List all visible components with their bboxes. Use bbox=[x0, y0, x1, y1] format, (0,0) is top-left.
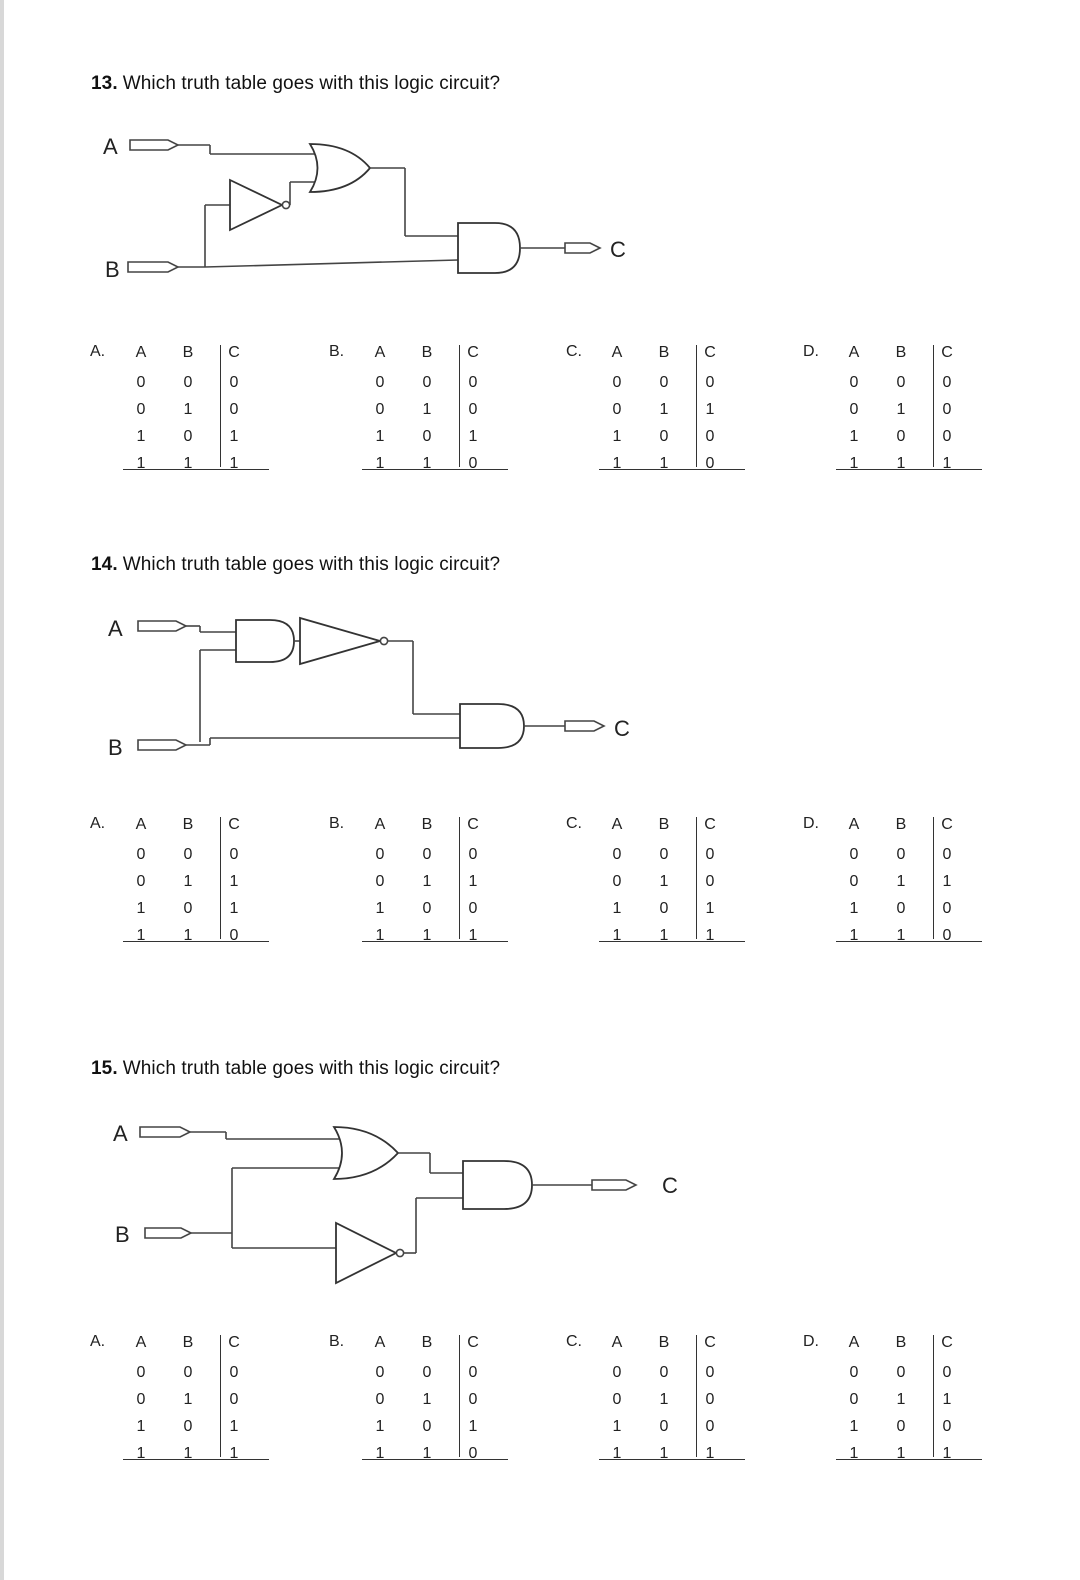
cell: 0 bbox=[849, 846, 859, 863]
input-b-label: B bbox=[115, 1222, 130, 1247]
cell: 0 bbox=[942, 900, 952, 917]
header-a: A bbox=[135, 344, 147, 361]
and-gate-1 bbox=[236, 620, 294, 662]
cell: 1 bbox=[896, 873, 906, 890]
cell: 0 bbox=[136, 374, 146, 391]
cell: 1 bbox=[136, 1445, 146, 1462]
header-c: C bbox=[704, 816, 716, 833]
cell: 1 bbox=[229, 428, 239, 445]
header-a: A bbox=[611, 816, 623, 833]
cell: 1 bbox=[183, 1445, 193, 1462]
not-gate-bubble bbox=[396, 1249, 403, 1256]
header-b: B bbox=[895, 344, 907, 361]
cell: 0 bbox=[229, 401, 239, 418]
header-a: A bbox=[611, 344, 623, 361]
circuit-15-diagram bbox=[0, 1105, 1080, 1305]
cell: 0 bbox=[183, 1418, 193, 1435]
cell: 0 bbox=[849, 374, 859, 391]
truth-table bbox=[362, 815, 508, 942]
cell: 0 bbox=[229, 1391, 239, 1408]
option-letter: A. bbox=[90, 1333, 106, 1350]
and-gate-2 bbox=[460, 704, 524, 748]
cell: 0 bbox=[896, 1418, 906, 1435]
cell: 0 bbox=[705, 1364, 715, 1381]
cell: 0 bbox=[468, 846, 478, 863]
truth-table bbox=[123, 1333, 269, 1460]
not-gate bbox=[300, 618, 380, 664]
cell: 0 bbox=[705, 873, 715, 890]
header-c: C bbox=[228, 816, 240, 833]
truth-table bbox=[599, 343, 745, 470]
cell: 1 bbox=[183, 1391, 193, 1408]
cell: 1 bbox=[659, 401, 669, 418]
option-letter: B. bbox=[329, 815, 345, 832]
header-b: B bbox=[182, 344, 194, 361]
cell: 0 bbox=[849, 401, 859, 418]
cell: 1 bbox=[229, 1418, 239, 1435]
header-a: A bbox=[848, 1334, 860, 1351]
cell: 1 bbox=[896, 1445, 906, 1462]
cell: 1 bbox=[136, 1418, 146, 1435]
header-a: A bbox=[135, 1334, 147, 1351]
header-b: B bbox=[895, 1334, 907, 1351]
cell: 0 bbox=[896, 428, 906, 445]
input-b-label: B bbox=[108, 735, 123, 760]
cell: 0 bbox=[136, 401, 146, 418]
option-letter: D. bbox=[803, 343, 819, 360]
cell: 0 bbox=[229, 846, 239, 863]
truth-table bbox=[836, 815, 982, 942]
cell: 1 bbox=[612, 900, 622, 917]
cell: 1 bbox=[612, 1418, 622, 1435]
cell: 1 bbox=[849, 927, 859, 944]
cell: 0 bbox=[422, 374, 432, 391]
option-letter: D. bbox=[803, 815, 819, 832]
header-c: C bbox=[467, 816, 479, 833]
input-a-pin bbox=[130, 140, 178, 150]
truth-table bbox=[362, 1333, 508, 1460]
header-b: B bbox=[421, 344, 433, 361]
cell: 1 bbox=[468, 927, 478, 944]
cell: 0 bbox=[183, 428, 193, 445]
cell: 1 bbox=[659, 927, 669, 944]
truth-table bbox=[836, 343, 982, 470]
cell: 0 bbox=[136, 873, 146, 890]
input-a-label: A bbox=[103, 134, 118, 159]
cell: 1 bbox=[468, 873, 478, 890]
cell: 0 bbox=[422, 1418, 432, 1435]
cell: 0 bbox=[375, 846, 385, 863]
cell: 1 bbox=[659, 455, 669, 472]
cell: 0 bbox=[659, 846, 669, 863]
and-gate bbox=[463, 1161, 532, 1209]
header-b: B bbox=[658, 1334, 670, 1351]
not-gate-bubble bbox=[380, 637, 387, 644]
header-b: B bbox=[658, 816, 670, 833]
cell: 1 bbox=[183, 401, 193, 418]
cell: 0 bbox=[468, 374, 478, 391]
cell: 1 bbox=[229, 455, 239, 472]
cell: 1 bbox=[183, 455, 193, 472]
cell: 1 bbox=[375, 455, 385, 472]
header-a: A bbox=[611, 1334, 623, 1351]
cell: 1 bbox=[229, 900, 239, 917]
cell: 0 bbox=[942, 846, 952, 863]
truth-table bbox=[123, 343, 269, 470]
cell: 1 bbox=[229, 1445, 239, 1462]
output-c-label: C bbox=[610, 237, 626, 262]
cell: 0 bbox=[659, 374, 669, 391]
not-gate bbox=[336, 1223, 396, 1283]
cell: 1 bbox=[229, 873, 239, 890]
cell: 0 bbox=[659, 1418, 669, 1435]
cell: 1 bbox=[375, 428, 385, 445]
cell: 1 bbox=[468, 1418, 478, 1435]
cell: 1 bbox=[422, 401, 432, 418]
cell: 1 bbox=[612, 455, 622, 472]
header-b: B bbox=[658, 344, 670, 361]
cell: 1 bbox=[659, 1391, 669, 1408]
header-a: A bbox=[374, 344, 386, 361]
cell: 0 bbox=[659, 900, 669, 917]
cell: 1 bbox=[849, 455, 859, 472]
cell: 0 bbox=[705, 455, 715, 472]
cell: 1 bbox=[422, 455, 432, 472]
cell: 1 bbox=[612, 1445, 622, 1462]
cell: 1 bbox=[896, 401, 906, 418]
cell: 0 bbox=[183, 374, 193, 391]
cell: 0 bbox=[468, 1445, 478, 1462]
header-c: C bbox=[467, 1334, 479, 1351]
not-gate bbox=[230, 180, 282, 230]
output-pin bbox=[592, 1180, 636, 1190]
cell: 1 bbox=[612, 927, 622, 944]
cell: 0 bbox=[375, 873, 385, 890]
cell: 1 bbox=[183, 927, 193, 944]
cell: 0 bbox=[183, 1364, 193, 1381]
input-a-pin bbox=[140, 1127, 190, 1137]
cell: 1 bbox=[705, 401, 715, 418]
cell: 1 bbox=[705, 1445, 715, 1462]
cell: 0 bbox=[659, 1364, 669, 1381]
or-gate bbox=[334, 1127, 398, 1179]
input-b-pin bbox=[145, 1228, 191, 1238]
cell: 1 bbox=[942, 1445, 952, 1462]
cell: 0 bbox=[136, 1364, 146, 1381]
cell: 1 bbox=[136, 927, 146, 944]
header-b: B bbox=[182, 1334, 194, 1351]
truth-table bbox=[362, 343, 508, 470]
cell: 1 bbox=[422, 1391, 432, 1408]
cell: 0 bbox=[612, 401, 622, 418]
cell: 0 bbox=[705, 374, 715, 391]
circuit-13-diagram bbox=[0, 110, 1080, 300]
cell: 1 bbox=[849, 1418, 859, 1435]
truth-table bbox=[599, 1333, 745, 1460]
output-c-label: C bbox=[614, 716, 630, 741]
input-a-label: A bbox=[108, 616, 123, 641]
cell: 0 bbox=[468, 401, 478, 418]
header-c: C bbox=[704, 344, 716, 361]
cell: 0 bbox=[468, 1391, 478, 1408]
option-letter: C. bbox=[566, 343, 582, 360]
header-c: C bbox=[941, 816, 953, 833]
cell: 0 bbox=[705, 1391, 715, 1408]
option-letter: B. bbox=[329, 343, 345, 360]
output-pin bbox=[565, 721, 604, 731]
cell: 1 bbox=[136, 900, 146, 917]
cell: 0 bbox=[705, 1418, 715, 1435]
cell: 0 bbox=[229, 374, 239, 391]
option-letter: B. bbox=[329, 1333, 345, 1350]
header-a: A bbox=[374, 1334, 386, 1351]
cell: 0 bbox=[849, 1391, 859, 1408]
input-a-pin bbox=[138, 621, 186, 631]
cell: 1 bbox=[896, 927, 906, 944]
cell: 1 bbox=[183, 873, 193, 890]
cell: 0 bbox=[896, 374, 906, 391]
question-text: Which truth table goes with this logic circuit? bbox=[122, 554, 501, 575]
question-13-title bbox=[91, 73, 500, 95]
cell: 0 bbox=[942, 1364, 952, 1381]
cell: 0 bbox=[229, 1364, 239, 1381]
cell: 0 bbox=[612, 1364, 622, 1381]
header-b: B bbox=[182, 816, 194, 833]
cell: 0 bbox=[612, 1391, 622, 1408]
header-c: C bbox=[704, 1334, 716, 1351]
cell: 0 bbox=[468, 900, 478, 917]
cell: 0 bbox=[136, 846, 146, 863]
question-15-title bbox=[91, 1058, 500, 1080]
cell: 1 bbox=[849, 1445, 859, 1462]
cell: 0 bbox=[896, 846, 906, 863]
cell: 1 bbox=[422, 873, 432, 890]
cell: 0 bbox=[942, 1418, 952, 1435]
cell: 1 bbox=[896, 455, 906, 472]
question-number: 13. bbox=[91, 73, 118, 94]
cell: 0 bbox=[422, 900, 432, 917]
cell: 0 bbox=[896, 900, 906, 917]
cell: 1 bbox=[422, 927, 432, 944]
cell: 1 bbox=[136, 455, 146, 472]
cell: 0 bbox=[468, 1364, 478, 1381]
cell: 1 bbox=[136, 428, 146, 445]
truth-table bbox=[599, 815, 745, 942]
cell: 0 bbox=[849, 873, 859, 890]
cell: 1 bbox=[468, 428, 478, 445]
option-letter: C. bbox=[566, 815, 582, 832]
cell: 0 bbox=[942, 927, 952, 944]
cell: 1 bbox=[659, 873, 669, 890]
cell: 0 bbox=[705, 428, 715, 445]
question-number: 15. bbox=[91, 1058, 118, 1079]
cell: 0 bbox=[659, 428, 669, 445]
cell: 1 bbox=[659, 1445, 669, 1462]
cell: 0 bbox=[468, 455, 478, 472]
option-letter: A. bbox=[90, 343, 106, 360]
header-b: B bbox=[421, 816, 433, 833]
or-gate bbox=[310, 144, 370, 192]
cell: 0 bbox=[942, 401, 952, 418]
cell: 1 bbox=[375, 1418, 385, 1435]
question-text: Which truth table goes with this logic circuit? bbox=[122, 73, 501, 94]
option-letter: D. bbox=[803, 1333, 819, 1350]
option-letter: C. bbox=[566, 1333, 582, 1350]
cell: 0 bbox=[942, 374, 952, 391]
cell: 0 bbox=[422, 846, 432, 863]
cell: 1 bbox=[612, 428, 622, 445]
cell: 0 bbox=[375, 1364, 385, 1381]
header-a: A bbox=[374, 816, 386, 833]
cell: 1 bbox=[375, 1445, 385, 1462]
truth-table bbox=[836, 1333, 982, 1460]
cell: 1 bbox=[705, 900, 715, 917]
header-b: B bbox=[421, 1334, 433, 1351]
output-c-label: C bbox=[662, 1173, 678, 1198]
cell: 0 bbox=[183, 900, 193, 917]
cell: 0 bbox=[942, 428, 952, 445]
cell: 1 bbox=[375, 900, 385, 917]
input-a-label: A bbox=[113, 1121, 128, 1146]
truth-table bbox=[123, 815, 269, 942]
cell: 1 bbox=[849, 900, 859, 917]
cell: 0 bbox=[612, 846, 622, 863]
cell: 0 bbox=[705, 846, 715, 863]
cell: 0 bbox=[849, 1364, 859, 1381]
cell: 1 bbox=[705, 927, 715, 944]
cell: 0 bbox=[375, 374, 385, 391]
cell: 0 bbox=[896, 1364, 906, 1381]
input-b-pin bbox=[128, 262, 178, 272]
header-b: B bbox=[895, 816, 907, 833]
cell: 1 bbox=[375, 927, 385, 944]
header-c: C bbox=[228, 344, 240, 361]
input-b-pin bbox=[138, 740, 186, 750]
cell: 1 bbox=[942, 455, 952, 472]
header-c: C bbox=[941, 1334, 953, 1351]
question-number: 14. bbox=[91, 554, 118, 575]
not-gate-bubble bbox=[282, 201, 289, 208]
cell: 1 bbox=[942, 873, 952, 890]
cell: 0 bbox=[375, 1391, 385, 1408]
cell: 0 bbox=[183, 846, 193, 863]
cell: 1 bbox=[849, 428, 859, 445]
cell: 1 bbox=[896, 1391, 906, 1408]
header-c: C bbox=[467, 344, 479, 361]
header-a: A bbox=[135, 816, 147, 833]
cell: 0 bbox=[612, 873, 622, 890]
header-c: C bbox=[228, 1334, 240, 1351]
input-b-label: B bbox=[105, 257, 120, 282]
output-pin bbox=[565, 243, 600, 253]
cell: 0 bbox=[612, 374, 622, 391]
cell: 0 bbox=[422, 428, 432, 445]
cell: 0 bbox=[375, 401, 385, 418]
cell: 0 bbox=[229, 927, 239, 944]
header-c: C bbox=[941, 344, 953, 361]
question-text: Which truth table goes with this logic circuit? bbox=[122, 1058, 501, 1079]
cell: 1 bbox=[422, 1445, 432, 1462]
header-a: A bbox=[848, 344, 860, 361]
circuit-14-diagram bbox=[0, 600, 1080, 780]
option-letter: A. bbox=[90, 815, 106, 832]
cell: 1 bbox=[942, 1391, 952, 1408]
and-gate bbox=[458, 223, 520, 273]
header-a: A bbox=[848, 816, 860, 833]
cell: 0 bbox=[136, 1391, 146, 1408]
question-14-title bbox=[91, 554, 500, 576]
cell: 0 bbox=[422, 1364, 432, 1381]
